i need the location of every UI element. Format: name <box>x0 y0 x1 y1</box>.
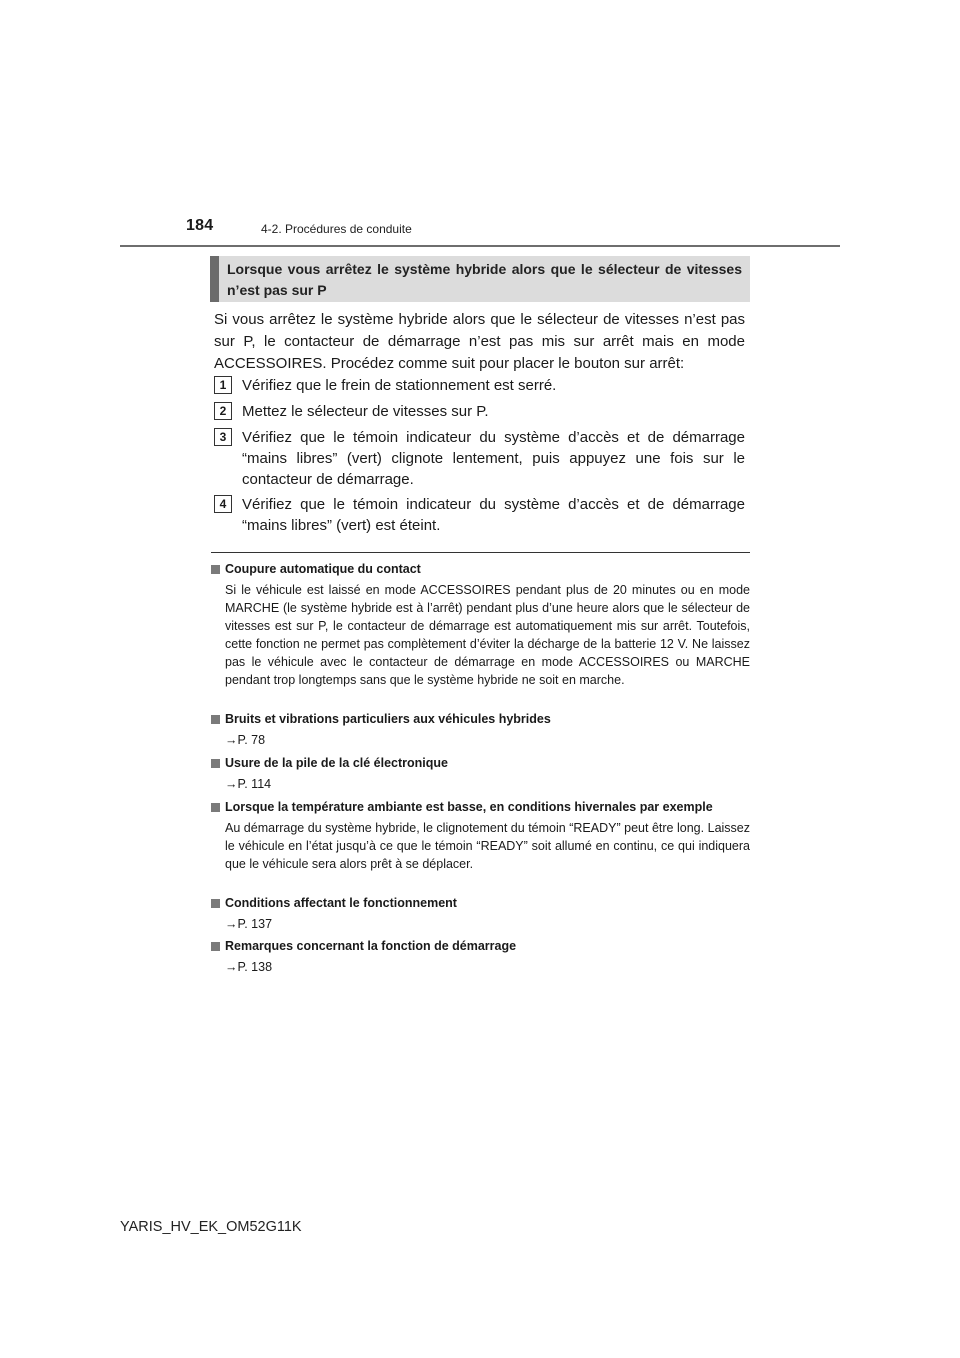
page-reference: →P. 138 <box>225 960 273 974</box>
section-heading: Lorsque vous arrêtez le système hybride alors que le sélecteur de vitesses n’est pas sur P <box>210 256 750 302</box>
step-number: 3 <box>214 428 232 446</box>
note-title-text: Bruits et vibrations particuliers aux véhicules hybrides <box>225 712 551 726</box>
note-title <box>211 711 750 728</box>
square-bullet-icon <box>211 803 220 812</box>
square-bullet-icon <box>211 899 220 908</box>
note-start-function <box>211 938 750 976</box>
step-text: Vérifiez que le témoin indicateur du système d’accès et de démarrage “mains libres” (vert) est éteint. <box>242 496 745 534</box>
page-reference: →P. 78 <box>225 733 266 747</box>
note-title-text: Conditions affectant le fonctionnement <box>225 896 457 910</box>
notes-divider <box>211 552 750 553</box>
header-rule <box>120 245 840 247</box>
note-noise <box>211 711 750 749</box>
step-number: 4 <box>214 495 232 513</box>
note-cold <box>211 799 750 873</box>
square-bullet-icon <box>211 942 220 951</box>
step-3 <box>214 427 745 490</box>
note-title-text: Coupure automatique du contact <box>225 562 421 576</box>
square-bullet-icon <box>211 715 220 724</box>
page-reference: →P. 114 <box>225 777 272 791</box>
page-reference: →P. 137 <box>225 917 273 931</box>
note-title-text: Lorsque la température ambiante est basse, en conditions hivernales par exemple <box>225 800 713 814</box>
note-title <box>211 938 750 955</box>
note-title-text: Remarques concernant la fonction de démarrage <box>225 939 517 953</box>
step-2 <box>214 401 745 422</box>
step-4 <box>214 494 745 536</box>
note-body: Si le véhicule est laissé en mode ACCESSOIRES pendant plus de 20 minutes ou en mode MARCHE (le système hybride est à l’arrêt) pendant plus d’une heure alors que le sélecteur de vitesses est sur P, le contacteur de démarrage est automatiquement mis sur arrêt. Toutefois, cette fonction ne permet pas complètement d’éviter la décharge de la batterie 12 V. Ne laissez pas le véhicule avec le contacteur de démarrage en mode ACCESSOIRES ou MARCHE pendant trop longtemps sans que le système hybride ne soit en marche. <box>225 583 750 687</box>
note-title <box>211 895 750 912</box>
note-title-text: Usure de la pile de la clé électronique <box>225 756 448 770</box>
note-body: Au démarrage du système hybride, le clignotement du témoin “READY” peut être long. Laissez le véhicule en l’état jusqu’à ce que le témoin “READY” soit allumé en continu, ce qui indiquera que le véhicule sera alors prêt à se déplacer. <box>225 821 750 871</box>
section-title: 4-2. Procédures de conduite <box>261 222 412 236</box>
square-bullet-icon <box>211 759 220 768</box>
note-title <box>211 561 750 578</box>
note-conditions <box>211 895 750 933</box>
square-bullet-icon <box>211 565 220 574</box>
note-title <box>211 799 750 816</box>
step-text: Mettez le sélecteur de vitesses sur P. <box>242 403 489 420</box>
step-number: 2 <box>214 402 232 420</box>
step-1 <box>214 375 745 396</box>
page-number: 184 <box>186 217 214 234</box>
note-battery <box>211 755 750 793</box>
step-text: Vérifiez que le témoin indicateur du système d’accès et de démarrage “mains libres” (vert) clignote lentement, puis appuyez une fois sur le contacteur de démarrage. <box>242 429 745 488</box>
footer-document-code: YARIS_HV_EK_OM52G11K <box>120 1219 302 1235</box>
note-title <box>211 755 750 772</box>
note-auto-off <box>211 561 750 689</box>
step-text: Vérifiez que le frein de stationnement est serré. <box>242 377 557 394</box>
intro-paragraph: Si vous arrêtez le système hybride alors que le sélecteur de vitesses n’est pas sur P, le contacteur de démarrage n’est pas mis sur arrêt mais en mode ACCESSOIRES. Procédez comme suit pour placer le bouton sur arrêt: <box>214 311 745 372</box>
step-number: 1 <box>214 376 232 394</box>
